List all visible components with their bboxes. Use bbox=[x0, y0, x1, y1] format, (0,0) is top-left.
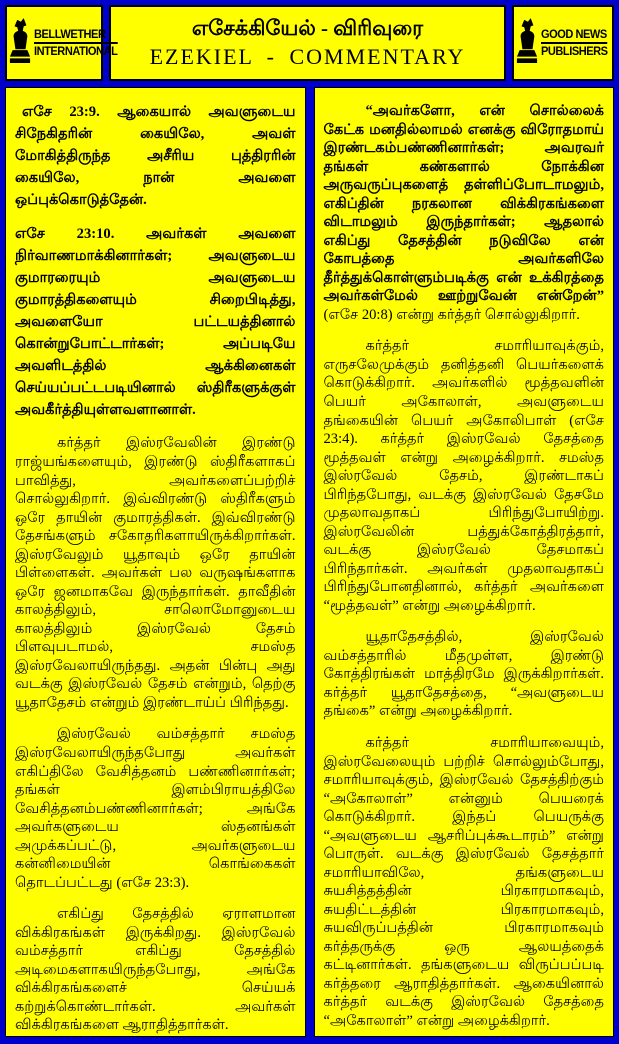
commentary-paragraph: கர்த்தர் இஸ்ரவேலின் இரண்டு ராஜ்யங்களையும், இரண்டு ஸ்திரீகளாகப் பாவித்து, அவர்களைப்பற்றிச் சொல்லுகிறார். இவ்விரண்டு ஸ்திரீகளும் ஒரே தாயின் குமாரத்திகள். இவ்விரண்டு தேசங்களும் சகோதரிகளாயிருக்கிறார்கள். இஸ்ரவேலும் யூதாவும் ஒரே தாயின் பிள்ளைகள். அவர்கள் பல வருஷங்களாக ஒரே ஜனமாகவே இருந்தார்கள். தாவீதின் காலத்திலும், சாலொமோனுடைய காலத்திலும் இஸ்ரவேல் தேசம் பிளவுபடாமல், சமஸ்த இஸ்ரவேலாயிருந்தது. அதன் பின்பு அது வடக்கு இஸ்ரவேல் தேசம் என்றும், தெற்கு யூதாதேசம் என்றும் இரண்டாய்ப் பிரிந்தது. bbox=[15, 435, 296, 711]
logo-line-1: GOOD NEWS bbox=[541, 28, 608, 44]
logo-line-2: PUBLISHERS bbox=[541, 44, 608, 58]
commentary-paragraph: கர்த்தர் சமாரியாவுக்கும், எருசலேமுக்கும் தனித்தனி பெயர்களைக் கொடுக்கிறார். அவர்களில் மூத்தவளின் பெயர் அகோலாள், அவளுடைய தங்கையின் பெயர் அகோலிபாள் (எசே 23:4). கர்த்தர் இஸ்ரவேல் தேசத்தை மூத்தவள் என்று அழைக்கிறார். சமஸ்த இஸ்ரவேல் தேசம், இரண்டாகப் பிரிந்தபோது, வடக்கு இஸ்ரவேல் தேசமே முதலாவதாகப் பிரிந்துபோயிற்று. இஸ்ரவேலின் பத்துக்கோத்திரத்தார், வடக்கு இஸ்ரவேல் தேசமாகப் பிரிந்தார்கள். அவர்கள் முதலாவதாகப் பிரிந்துபோனதினால், கர்த்தர் அவர்களை “மூத்தவள்” என்று அழைக்கிறார். bbox=[323, 338, 604, 614]
quote-attribution: (எசே 20:8) என்று கர்த்தர் சொல்லுகிறார். bbox=[323, 306, 580, 323]
statue-icon bbox=[9, 17, 31, 70]
logo-line-2: INTERNATIONAL bbox=[34, 44, 118, 58]
commentary-paragraph: இஸ்ரவேல் வம்சத்தார் சமஸ்த இஸ்ரவேலாயிருந்தபோது அவர்கள் எகிப்திலே வேசித்தனம் பண்ணினார்கள்; தங்கள் இளம்பிராயத்திலே வேசித்தனம்பண்ணினார்கள்; அங்கே அவர்களுடைய ஸ்தனங்கள் அமுக்கப்பட்டு, அவர்களுடைய கன்னிமையின் கொங்கைகள் தொடப்பட்டது (எசே 23:3). bbox=[15, 726, 296, 891]
verse-ezekiel-23-10: எசே 23:10. அவர்கள் அவளை நிர்வாணமாக்கினார்கள்; அவளுடைய குமாரரையும் அவளுடைய குமாரத்திகளையும் சிறைபிடித்து, அவளையோ பட்டயத்தினால் கொன்றுபோட்டார்கள்; அப்படியே அவளிடத்தில் ஆக்கினைகள் செய்யப்பட்டபடியினால் ஸ்திரீகளுக்குள் அவகீர்த்தியுள்ளவளானாள். bbox=[15, 226, 296, 418]
page-title-english: EZEKIEL - COMMENTARY bbox=[149, 44, 466, 70]
logo-line-1: BELLWETHER bbox=[34, 28, 117, 44]
quote-text: “அவர்களோ, என் சொல்லைக் கேட்க மனதில்லாமல் எனக்கு விரோதமாய் இரண்டகம்பண்ணினார்கள்; அவரவர் தங்கள் கண்களால் நோக்கின அருவருப்புகளைத் தள்ளிப்போடாமலும், எகிப்தின் நரகலான விக்கிரகங்களை விடாமலும் இருந்தார்கள்; ஆதலால் எகிப்து தேசத்தின் நடுவிலே என் கோபத்தை அவர்களிலே தீர்த்துக்கொள்ளும்படிக்கு என் உக்கிரத்தை அவர்கள்மேல் ஊற்றுவேன் என்றேன்” bbox=[323, 103, 604, 305]
good-news-logo-text bbox=[541, 28, 613, 57]
page-title-tamil: எசேக்கியேல் - விரிவுரை bbox=[191, 16, 424, 40]
verse-ezekiel-23-9: எசே 23:9. ஆகையால் அவளுடைய சிநேகிதரின் கையிலே, அவள் மோகித்திருந்த அசீரிய புத்திரரின் கையிலே, நான் அவளை ஒப்புக்கொடுத்தேன். bbox=[15, 104, 296, 208]
quote-ezekiel-20-8 bbox=[324, 102, 605, 324]
commentary-columns bbox=[5, 87, 614, 1037]
title-banner bbox=[109, 5, 506, 81]
left-column bbox=[5, 87, 306, 1037]
good-news-publishers-logo bbox=[512, 5, 614, 81]
commentary-paragraph: கர்த்தர் சமாரியாவையும், இஸ்ரவேலையும் பற்றிச் சொல்லும்போது, சமாரியாவுக்கும், இஸ்ரவேல் தேசத்திற்கும் “அகோலாள்” என்னும் பெயரைக் கொடுக்கிறார். இந்தப் பெயருக்கு “அவளுடைய ஆசரிப்புக்கூடாரம்” என்று பொருள். வடக்கு இஸ்ரவேல் தேசத்தார் சமாரியாவிலே, தங்களுடைய சுயசித்தத்தின் பிரகாரமாகவும், சுயதிட்டத்தின் பிரகாரமாகவும், சுயவிருப்பத்தின் பிரகாரமாகவும் கர்த்தருக்கு ஒரு ஆலயத்தைக் கட்டினார்கள். தங்களுடைய விருப்பப்படி கர்த்தரை ஆராதித்தார்கள். ஆகையினால் கர்த்தர் வடக்கு இஸ்ரவேல் தேசத்தை “அகோலாள்” என்று அழைக்கிறார். bbox=[323, 735, 604, 1029]
page-header bbox=[5, 5, 614, 81]
statue-icon bbox=[516, 17, 538, 70]
bellwether-international-logo bbox=[5, 5, 118, 81]
right-column bbox=[314, 87, 615, 1037]
commentary-paragraph: யூதாதேசத்தில், இஸ்ரவேல் வம்சத்தாரில் மீதமுள்ள, இரண்டு கோத்திரங்கள் மாத்திரமே இருக்கிறார்கள். கர்த்தர் யூதாதேசத்தை, “அவளுடைய தங்கை” என்று அழைக்கிறார். bbox=[323, 629, 604, 720]
commentary-paragraph: எகிப்து தேசத்தில் ஏராளமான விக்கிரகங்கள் இருக்கிறது. இஸ்ரவேல் வம்சத்தார் எகிப்து தேசத்தில் அடிமைகளாகயிருந்தபோது, அங்கே விக்கிரகங்களைச் செய்யக் கற்றுக்கொண்டார்கள். அவர்கள் விக்கிரகங்களை ஆராதித்தார்கள். bbox=[15, 906, 296, 1034]
bellwether-logo-text bbox=[34, 28, 125, 57]
